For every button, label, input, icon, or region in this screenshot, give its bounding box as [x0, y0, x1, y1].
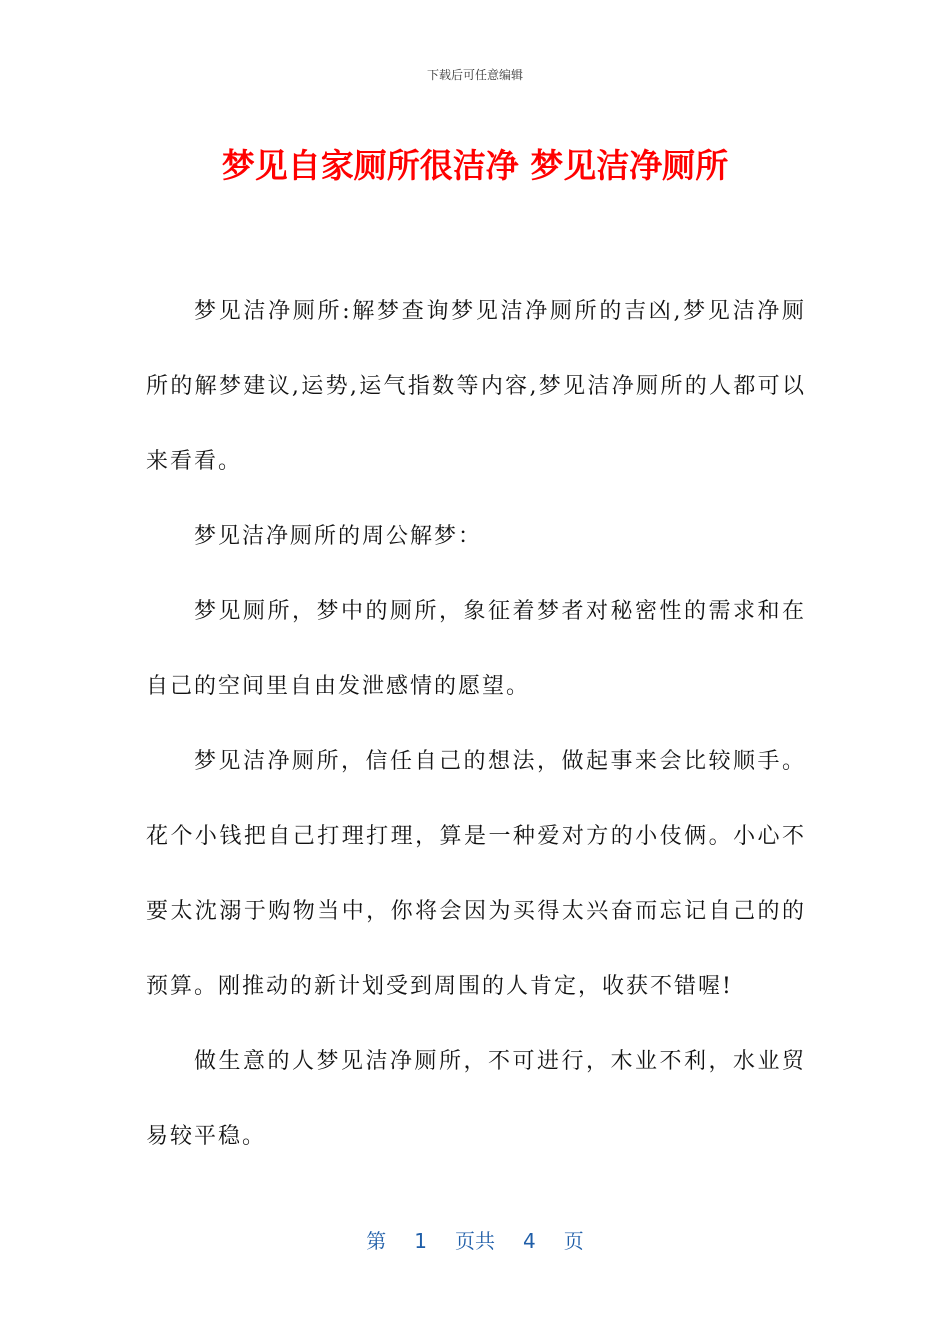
paragraph: 做生意的人梦见洁净厕所，不可进行，木业不利，水业贸易较平稳。 [146, 1049, 806, 1149]
paragraph: 梦见洁净厕所，信任自己的想法，做起事来会比较顺手。花个小钱把自己打理打理，算是一种爱对方的小伎俩。小心不要太沈溺于购物当中，你将会因为买得太兴奋而忘记自己的的预算。刚推动的新计划受到周围的人肯定，收获不错喔! [146, 749, 806, 999]
header-note: 下载后可任意编辑 [426, 68, 523, 82]
page-label-mid: 页共 [455, 1229, 495, 1253]
current-page-number: 1 [414, 1229, 427, 1253]
page-label-suffix: 页 [563, 1229, 584, 1253]
paragraph: 梦见厕所，梦中的厕所，象征着梦者对秘密性的需求和在自己的空间里自由发泄感情的愿望。 [146, 599, 806, 699]
page-footer [0, 1225, 950, 1254]
document-body [146, 274, 806, 1174]
page-label-prefix: 第 [366, 1229, 387, 1253]
total-pages-number: 4 [523, 1229, 536, 1253]
paragraph: 梦见洁净厕所的周公解梦： [194, 524, 483, 549]
paragraph: 梦见洁净厕所:解梦查询梦见洁净厕所的吉凶,梦见洁净厕所的解梦建议,运势,运气指数等内容,梦见洁净厕所的人都可以来看看。 [146, 299, 806, 474]
document-title: 梦见自家厕所很洁净 梦见洁净厕所 [221, 146, 729, 185]
